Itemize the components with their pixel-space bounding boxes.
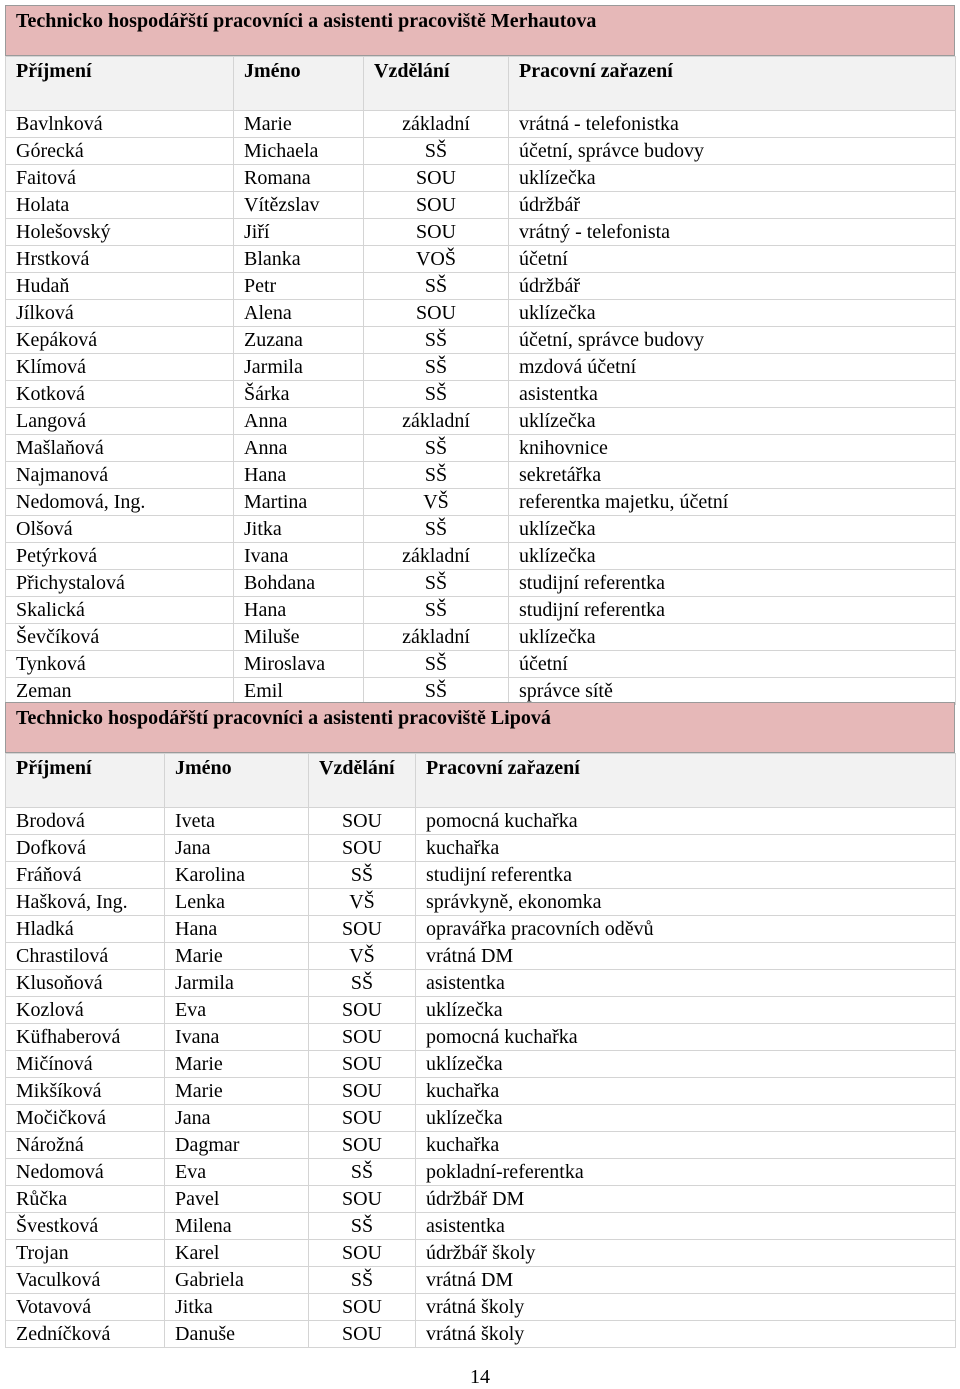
cell-position: údržbář DM bbox=[416, 1186, 956, 1213]
cell-education: základní bbox=[364, 543, 509, 570]
cell-education: SŠ bbox=[364, 597, 509, 624]
table-row bbox=[6, 462, 956, 489]
section-title: Technicko hospodářští pracovníci a asistenti pracoviště Lipová bbox=[5, 702, 955, 753]
cell-surname: Fráňová bbox=[6, 862, 165, 889]
cell-first-name: Vítězslav bbox=[234, 192, 364, 219]
table-row bbox=[6, 219, 956, 246]
table-row bbox=[6, 1186, 956, 1213]
table-row bbox=[6, 597, 956, 624]
table-row bbox=[6, 354, 956, 381]
cell-first-name: Jitka bbox=[165, 1294, 309, 1321]
cell-position: studijní referentka bbox=[509, 570, 956, 597]
cell-education: SOU bbox=[309, 1078, 416, 1105]
table-row bbox=[6, 489, 956, 516]
cell-education: SOU bbox=[309, 1240, 416, 1267]
cell-first-name: Miluše bbox=[234, 624, 364, 651]
cell-first-name: Gabriela bbox=[165, 1267, 309, 1294]
table-row bbox=[6, 246, 956, 273]
cell-surname: Nedomová, Ing. bbox=[6, 489, 234, 516]
cell-education: SOU bbox=[309, 808, 416, 835]
cell-position: uklízečka bbox=[509, 543, 956, 570]
cell-education: VŠ bbox=[309, 889, 416, 916]
cell-education: SOU bbox=[309, 835, 416, 862]
cell-surname: Trojan bbox=[6, 1240, 165, 1267]
table-row bbox=[6, 408, 956, 435]
cell-first-name: Iveta bbox=[165, 808, 309, 835]
cell-position: uklízečka bbox=[416, 1051, 956, 1078]
cell-surname: Jílková bbox=[6, 300, 234, 327]
cell-first-name: Milena bbox=[165, 1213, 309, 1240]
cell-first-name: Hana bbox=[234, 462, 364, 489]
cell-first-name: Pavel bbox=[165, 1186, 309, 1213]
cell-surname: Tynková bbox=[6, 651, 234, 678]
cell-education: SOU bbox=[364, 219, 509, 246]
table-row bbox=[6, 1213, 956, 1240]
cell-education: SŠ bbox=[364, 327, 509, 354]
cell-education: VOŠ bbox=[364, 246, 509, 273]
table-header-row bbox=[6, 754, 956, 808]
cell-education: SŠ bbox=[364, 651, 509, 678]
table-row bbox=[6, 138, 956, 165]
table-header-row bbox=[6, 57, 956, 111]
cell-position: údržbář bbox=[509, 192, 956, 219]
table-row bbox=[6, 273, 956, 300]
cell-surname: Růčka bbox=[6, 1186, 165, 1213]
table-row bbox=[6, 862, 956, 889]
cell-first-name: Hana bbox=[234, 597, 364, 624]
cell-first-name: Ivana bbox=[165, 1024, 309, 1051]
cell-position: správkyně, ekonomka bbox=[416, 889, 956, 916]
table-row bbox=[6, 543, 956, 570]
cell-surname: Kepáková bbox=[6, 327, 234, 354]
cell-first-name: Jarmila bbox=[234, 354, 364, 381]
cell-position: kuchařka bbox=[416, 1078, 956, 1105]
cell-position: pokladní-referentka bbox=[416, 1159, 956, 1186]
cell-education: SOU bbox=[364, 300, 509, 327]
cell-position: sekretářka bbox=[509, 462, 956, 489]
cell-position: účetní bbox=[509, 246, 956, 273]
cell-education: SOU bbox=[309, 1186, 416, 1213]
cell-first-name: Jiří bbox=[234, 219, 364, 246]
cell-education: základní bbox=[364, 624, 509, 651]
cell-surname: Ševčíková bbox=[6, 624, 234, 651]
table-row bbox=[6, 300, 956, 327]
cell-first-name: Marie bbox=[234, 111, 364, 138]
table-row bbox=[6, 997, 956, 1024]
table-row bbox=[6, 651, 956, 678]
table-row bbox=[6, 570, 956, 597]
cell-education: SOU bbox=[309, 1132, 416, 1159]
table-row bbox=[6, 381, 956, 408]
cell-position: údržbář bbox=[509, 273, 956, 300]
cell-position: referentka majetku, účetní bbox=[509, 489, 956, 516]
section-title: Technicko hospodářští pracovníci a asistenti pracoviště Merhautova bbox=[5, 5, 955, 56]
cell-surname: Kotková bbox=[6, 381, 234, 408]
cell-surname: Olšová bbox=[6, 516, 234, 543]
cell-position: uklízečka bbox=[509, 165, 956, 192]
cell-first-name: Anna bbox=[234, 435, 364, 462]
table-row bbox=[6, 111, 956, 138]
cell-position: vrátná školy bbox=[416, 1294, 956, 1321]
cell-surname: Švestková bbox=[6, 1213, 165, 1240]
header-surname: Příjmení bbox=[6, 57, 234, 111]
section-lipova bbox=[5, 702, 955, 1348]
table-row bbox=[6, 1159, 956, 1186]
cell-surname: Langová bbox=[6, 408, 234, 435]
cell-education: SOU bbox=[309, 1051, 416, 1078]
cell-surname: Klímová bbox=[6, 354, 234, 381]
cell-surname: Skalická bbox=[6, 597, 234, 624]
cell-education: SOU bbox=[309, 1294, 416, 1321]
page-number: 14 bbox=[470, 1366, 490, 1388]
cell-first-name: Alena bbox=[234, 300, 364, 327]
cell-surname: Faitová bbox=[6, 165, 234, 192]
cell-first-name: Šárka bbox=[234, 381, 364, 408]
cell-surname: Vaculková bbox=[6, 1267, 165, 1294]
cell-position: účetní, správce budovy bbox=[509, 327, 956, 354]
cell-education: základní bbox=[364, 408, 509, 435]
cell-position: uklízečka bbox=[416, 997, 956, 1024]
cell-first-name: Marie bbox=[165, 943, 309, 970]
cell-surname: Klusoňová bbox=[6, 970, 165, 997]
table-row bbox=[6, 1078, 956, 1105]
cell-education: SOU bbox=[364, 192, 509, 219]
cell-education: VŠ bbox=[309, 943, 416, 970]
cell-education: základní bbox=[364, 111, 509, 138]
cell-position: pomocná kuchařka bbox=[416, 1024, 956, 1051]
cell-surname: Kozlová bbox=[6, 997, 165, 1024]
table-row bbox=[6, 916, 956, 943]
cell-education: VŠ bbox=[364, 489, 509, 516]
cell-first-name: Marie bbox=[165, 1078, 309, 1105]
table-row bbox=[6, 889, 956, 916]
cell-position: účetní bbox=[509, 651, 956, 678]
staff-table-body bbox=[6, 754, 956, 1348]
cell-first-name: Zuzana bbox=[234, 327, 364, 354]
cell-first-name: Dagmar bbox=[165, 1132, 309, 1159]
cell-education: SŠ bbox=[364, 354, 509, 381]
cell-surname: Najmanová bbox=[6, 462, 234, 489]
cell-surname: Bavlnková bbox=[6, 111, 234, 138]
cell-first-name: Petr bbox=[234, 273, 364, 300]
cell-surname: Hašková, Ing. bbox=[6, 889, 165, 916]
cell-surname: Petýrková bbox=[6, 543, 234, 570]
cell-position: pomocná kuchařka bbox=[416, 808, 956, 835]
cell-position: vrátná DM bbox=[416, 1267, 956, 1294]
cell-first-name: Miroslava bbox=[234, 651, 364, 678]
cell-education: SŠ bbox=[364, 516, 509, 543]
cell-first-name: Eva bbox=[165, 997, 309, 1024]
header-position: Pracovní zařazení bbox=[416, 754, 956, 808]
cell-education: SŠ bbox=[364, 273, 509, 300]
cell-surname: Hladká bbox=[6, 916, 165, 943]
cell-first-name: Michaela bbox=[234, 138, 364, 165]
cell-surname: Močičková bbox=[6, 1105, 165, 1132]
cell-first-name: Bohdana bbox=[234, 570, 364, 597]
header-position: Pracovní zařazení bbox=[509, 57, 956, 111]
cell-surname: Brodová bbox=[6, 808, 165, 835]
cell-surname: Zeman bbox=[6, 678, 234, 705]
cell-first-name: Martina bbox=[234, 489, 364, 516]
cell-surname: Nárožná bbox=[6, 1132, 165, 1159]
header-first-name: Jméno bbox=[165, 754, 309, 808]
staff-table bbox=[5, 56, 956, 705]
table-row bbox=[6, 835, 956, 862]
cell-education: SOU bbox=[309, 916, 416, 943]
cell-position: účetní, správce budovy bbox=[509, 138, 956, 165]
table-row bbox=[6, 1240, 956, 1267]
cell-surname: Mičínová bbox=[6, 1051, 165, 1078]
table-row bbox=[6, 1051, 956, 1078]
cell-position: uklízečka bbox=[416, 1105, 956, 1132]
section-merhautova bbox=[5, 5, 955, 705]
cell-surname: Mašlaňová bbox=[6, 435, 234, 462]
cell-position: kuchařka bbox=[416, 1132, 956, 1159]
cell-education: SŠ bbox=[364, 462, 509, 489]
cell-first-name: Romana bbox=[234, 165, 364, 192]
cell-position: uklízečka bbox=[509, 624, 956, 651]
staff-table bbox=[5, 753, 956, 1348]
table-row bbox=[6, 1294, 956, 1321]
cell-position: asistentka bbox=[509, 381, 956, 408]
cell-education: SŠ bbox=[364, 435, 509, 462]
cell-position: kuchařka bbox=[416, 835, 956, 862]
cell-first-name: Eva bbox=[165, 1159, 309, 1186]
table-row bbox=[6, 192, 956, 219]
table-row bbox=[6, 808, 956, 835]
table-row bbox=[6, 1105, 956, 1132]
cell-position: asistentka bbox=[416, 970, 956, 997]
cell-surname: Hrstková bbox=[6, 246, 234, 273]
header-education: Vzdělání bbox=[309, 754, 416, 808]
cell-surname: Holešovský bbox=[6, 219, 234, 246]
table-row bbox=[6, 1132, 956, 1159]
cell-first-name: Danuše bbox=[165, 1321, 309, 1348]
cell-surname: Küfhaberová bbox=[6, 1024, 165, 1051]
cell-first-name: Jarmila bbox=[165, 970, 309, 997]
table-row bbox=[6, 1321, 956, 1348]
cell-surname: Górecká bbox=[6, 138, 234, 165]
table-row bbox=[6, 165, 956, 192]
header-education: Vzdělání bbox=[364, 57, 509, 111]
cell-position: knihovnice bbox=[509, 435, 956, 462]
cell-first-name: Jana bbox=[165, 835, 309, 862]
cell-surname: Dofková bbox=[6, 835, 165, 862]
table-row bbox=[6, 1267, 956, 1294]
cell-position: opravářka pracovních oděvů bbox=[416, 916, 956, 943]
cell-surname: Mikšíková bbox=[6, 1078, 165, 1105]
cell-position: vrátná DM bbox=[416, 943, 956, 970]
cell-education: SOU bbox=[309, 1024, 416, 1051]
cell-first-name: Karolina bbox=[165, 862, 309, 889]
cell-surname: Nedomová bbox=[6, 1159, 165, 1186]
cell-first-name: Ivana bbox=[234, 543, 364, 570]
table-row bbox=[6, 943, 956, 970]
table-row bbox=[6, 516, 956, 543]
cell-education: SŠ bbox=[309, 1267, 416, 1294]
cell-education: SŠ bbox=[309, 1213, 416, 1240]
cell-first-name: Marie bbox=[165, 1051, 309, 1078]
cell-education: SŠ bbox=[364, 570, 509, 597]
cell-first-name: Hana bbox=[165, 916, 309, 943]
cell-position: studijní referentka bbox=[509, 597, 956, 624]
header-surname: Příjmení bbox=[6, 754, 165, 808]
cell-surname: Přichystalová bbox=[6, 570, 234, 597]
cell-position: vrátná školy bbox=[416, 1321, 956, 1348]
cell-surname: Zedníčková bbox=[6, 1321, 165, 1348]
cell-surname: Hudaň bbox=[6, 273, 234, 300]
table-row bbox=[6, 678, 956, 705]
cell-position: mzdová účetní bbox=[509, 354, 956, 381]
cell-first-name: Jana bbox=[165, 1105, 309, 1132]
cell-education: SOU bbox=[309, 997, 416, 1024]
cell-education: SŠ bbox=[309, 1159, 416, 1186]
cell-first-name: Jitka bbox=[234, 516, 364, 543]
cell-first-name: Karel bbox=[165, 1240, 309, 1267]
cell-education: SŠ bbox=[309, 970, 416, 997]
cell-position: uklízečka bbox=[509, 516, 956, 543]
cell-education: SŠ bbox=[309, 862, 416, 889]
table-row bbox=[6, 1024, 956, 1051]
cell-first-name: Anna bbox=[234, 408, 364, 435]
cell-position: asistentka bbox=[416, 1213, 956, 1240]
cell-education: SŠ bbox=[364, 138, 509, 165]
table-row bbox=[6, 624, 956, 651]
cell-first-name: Blanka bbox=[234, 246, 364, 273]
table-row bbox=[6, 435, 956, 462]
cell-position: uklízečka bbox=[509, 300, 956, 327]
cell-education: SŠ bbox=[364, 381, 509, 408]
table-row bbox=[6, 970, 956, 997]
table-row bbox=[6, 327, 956, 354]
cell-position: studijní referentka bbox=[416, 862, 956, 889]
cell-surname: Votavová bbox=[6, 1294, 165, 1321]
cell-first-name: Lenka bbox=[165, 889, 309, 916]
cell-education: SOU bbox=[309, 1321, 416, 1348]
cell-first-name: Emil bbox=[234, 678, 364, 705]
cell-surname: Chrastilová bbox=[6, 943, 165, 970]
cell-position: vrátný - telefonista bbox=[509, 219, 956, 246]
staff-table-body bbox=[6, 57, 956, 705]
cell-position: uklízečka bbox=[509, 408, 956, 435]
cell-education: SŠ bbox=[364, 678, 509, 705]
cell-surname: Holata bbox=[6, 192, 234, 219]
cell-education: SOU bbox=[309, 1105, 416, 1132]
cell-position: údržbář školy bbox=[416, 1240, 956, 1267]
cell-education: SOU bbox=[364, 165, 509, 192]
header-first-name: Jméno bbox=[234, 57, 364, 111]
cell-position: správce sítě bbox=[509, 678, 956, 705]
cell-position: vrátná - telefonistka bbox=[509, 111, 956, 138]
